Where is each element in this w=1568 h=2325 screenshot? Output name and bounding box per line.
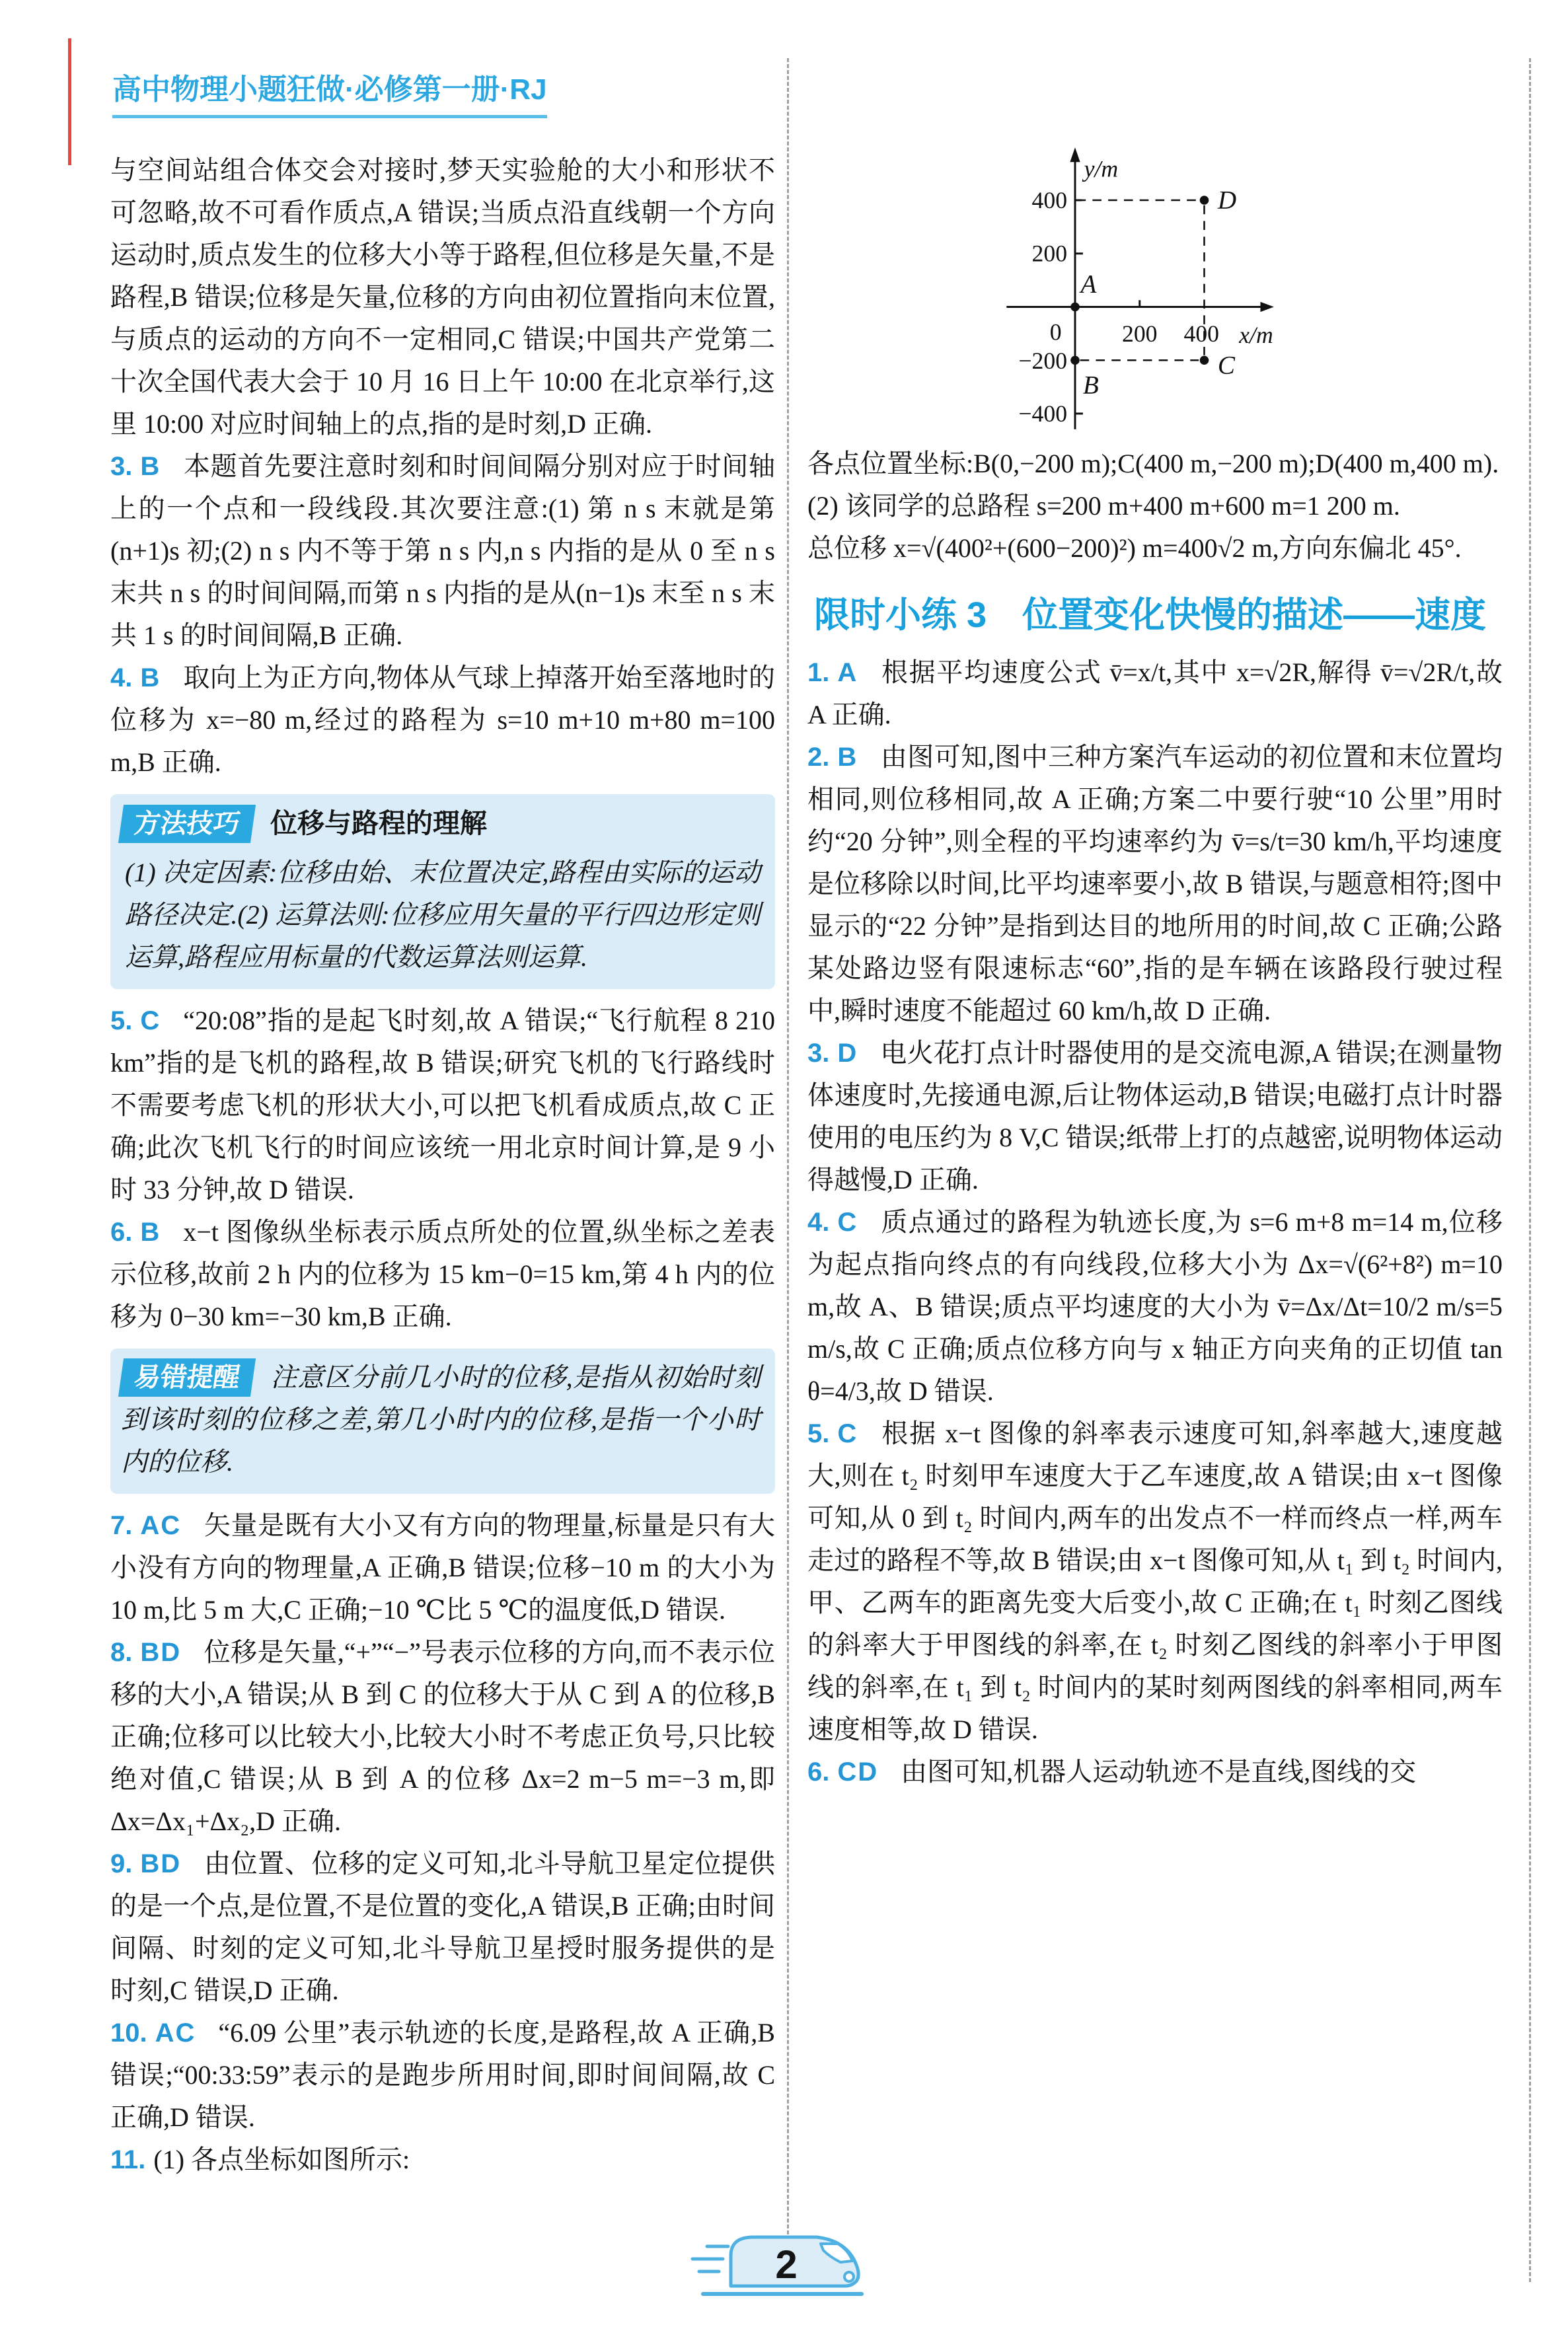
answer-text: “20:08”指的是起飞时刻,故 A 错误;“飞行航程 8 210 km”指的是飞机的路程,故 B 错误;研究飞机的飞行路线时不需要考虑飞机的形状大小,可以把飞机看成质点,故 C 正确;此次飞机飞行的时间应该统一用北京时间计算,是 9 小时 33 分钟,故 D 错误. <box>110 1006 775 1204</box>
page-edge-line <box>1529 58 1531 2282</box>
paragraph: (2) 该同学的总路程 s=200 m+400 m+600 m=1 200 m. <box>807 491 1400 521</box>
xtick-200: 200 <box>1121 320 1158 348</box>
book-header <box>112 74 547 118</box>
answer-text: “6.09 公里”表示轨迹的长度,是路程,故 A 正确,B 错误;“00:33:59”表示的是跑步所用时间,即时间间隔,故 C 正确,D 错误. <box>110 2018 775 2132</box>
paragraph: 各点位置坐标:B(0,−200 m);C(400 m,−200 m);D(400 m,400 m). <box>807 449 1499 478</box>
answer-letter: CD <box>837 1757 879 1787</box>
page-number: 2 <box>775 2242 798 2287</box>
answer-text: 质点通过的路程为轨迹长度,为 s=6 m+8 m=14 m,位移为起点指向终点的有向线段,位移大小为 Δx=√(6²+8²) m=10 m,故 A、B 错误;质点平均速度的大小为 v̄=Δx/Δt=10/2 m/s=5 m/s,故 C 正确;质点位移方向与 x 轴正方向夹角的正切值 tan θ=4/3,故 D 错误. <box>807 1207 1503 1407</box>
answer-text: 根据 x−t 图像的斜率表示速度可知,斜率越大,速度越大,则在 t₂ 时刻甲车速度大于乙车速度,故 A 错误;由 x−t 图像可知,从 0 到 t₂ 时间内,两车的出发点不一样而终点一样,两车走过的路程不等,故 B 错误;由 x−t 图像可知,从 t₁ 到 t₂ 时间内,甲、乙两车的距离先变大后变小,故 C 正确;在 t₁ 时刻乙图线的斜率大于甲图线的斜率,在 t₂ 时刻乙图线的斜率小于甲图线的斜率,在 t₁ 到 t₂ 时间内的某时刻两图线的斜率相同,两车速度相等,故 D 错误. <box>807 1419 1503 1745</box>
question-number: 6. <box>807 1757 830 1787</box>
answer-item <box>110 1843 775 2012</box>
point-label-B: B <box>1082 371 1099 400</box>
question-number: 7. <box>110 1511 133 1540</box>
question-number: 4. <box>110 663 133 692</box>
answer-letter: B <box>837 743 858 772</box>
paragraph: 总位移 x=√(400²+(600−200)²) m=400√2 m,方向东偏北 45°. <box>807 533 1462 563</box>
answer-item <box>807 736 1503 1032</box>
book-title: 高中物理小题狂做·必修第一册·RJ <box>112 74 547 118</box>
x-axis-arrow <box>1261 302 1274 312</box>
point-label-D: D <box>1217 186 1237 215</box>
answer-item <box>807 1201 1503 1413</box>
question-number: 5. <box>110 1006 133 1035</box>
answer-text: 由图可知,图中三种方案汽车运动的初位置和末位置均相同,则位移相同,故 A 正确;方案二中要行驶“10 公里”用时约“20 分钟”,则全程的平均速率约为 v̄=s/t=30 km/h,平均速度是位移除以时间,比平均速率要小,故 B 错误,与题意相符;图中显示的“22 分钟”是指到达目的地所用的时间,故 C 正确;公路某处路边竖有限速标志“60”,指的是车辆在该路段行驶过程中,瞬时速度不能超过 60 km/h,故 D 正确. <box>807 742 1503 1026</box>
tip-body: 注意区分前几小时的位移,是指从初始时刻到该时刻的位移之差,第几小时内的位移,是指一个小时内的位移. <box>121 1362 761 1477</box>
left-column <box>110 149 775 2181</box>
question-number: 6. <box>110 1218 133 1247</box>
tip-badge: 易错提醒 <box>118 1358 256 1397</box>
section-heading: 限时小练 3 位置变化快慢的描述——速度 <box>814 595 1487 635</box>
answer-item <box>110 2012 775 2139</box>
ytick-400: 400 <box>1031 186 1068 213</box>
question-number: 2. <box>807 743 830 772</box>
answer-text: 取向上为正方向,物体从气球上掉落开始至落地时的位移为 x=−80 m,经过的路程为 s=10 m+10 m+80 m=100 m,B 正确. <box>110 663 775 777</box>
answer-text: 矢量是既有大小又有方向的物理量,标量是只有大小没有方向的物理量,A 正确,B 错误;位移−10 m 的大小为 10 m,比 5 m 大,C 正确;−10 ℃比 5 ℃的温度低,D 错误. <box>110 1510 775 1625</box>
coordinate-figure-svg <box>907 65 1356 436</box>
question-number: 8. <box>110 1638 133 1667</box>
answer-letter: AC <box>140 1511 182 1540</box>
answer-letter: A <box>837 658 858 688</box>
question-number: 1. <box>807 658 830 688</box>
answer-item <box>110 1000 775 1211</box>
answer-text: 根据平均速度公式 v̄=x/t,其中 x=√2R,解得 v̄=√2R/t,故 A 正确. <box>807 657 1503 730</box>
answer-item <box>807 1032 1503 1201</box>
tip-box-heading <box>121 802 761 845</box>
tip-body: (1) 决定因素:位移由始、末位置决定,路程由实际的运动路径决定.(2) 运算法则:位移应用矢量的平行四边形定则运算,路程应用标量的代数运算法则运算. <box>125 858 761 972</box>
paragraph: 与空间站组合体交会对接时,梦天实验舱的大小和形状不可忽略,故不可看作质点,A 错误;当质点沿直线朝一个方向运动时,质点发生的位移大小等于路程,但位移是矢量,不是路程,B 错误;位移是矢量,位移的方向由初位置指向末位置,与质点的运动的方向不一定相同,C 错误;中国共产党第二十次全国代表大会于 10 月 16 日上午 10:00 在北京举行,这里 10:00 对应时间轴上的点,指的是时刻,D 正确. <box>110 155 775 439</box>
xtick-400: 400 <box>1183 320 1220 348</box>
page-footer <box>687 2221 885 2303</box>
right-column <box>807 63 1503 1793</box>
answer-item <box>110 657 775 784</box>
answer-letter: AC <box>155 2018 196 2048</box>
origin-label: 0 <box>1049 318 1062 346</box>
train-light <box>844 2272 854 2281</box>
answer-item <box>110 445 775 657</box>
ytick-200: 200 <box>1031 240 1068 267</box>
answer-letter: B <box>140 1218 161 1247</box>
question-number: 3. <box>110 452 133 481</box>
crop-mark <box>68 38 71 165</box>
tip-box-heading <box>121 1356 761 1483</box>
ytick-m400: −400 <box>1018 400 1068 427</box>
tip-box <box>110 1348 775 1494</box>
point-label-A: A <box>1080 270 1097 299</box>
answer-letter: C <box>837 1419 858 1449</box>
answer-text: (1) 各点坐标如图所示: <box>153 2145 410 2174</box>
x-axis-label: x/m <box>1239 321 1273 348</box>
question-number: 5. <box>807 1419 830 1449</box>
question-number: 4. <box>807 1208 830 1237</box>
train-icon <box>687 2221 885 2299</box>
answer-item <box>807 1751 1503 1793</box>
answer-item <box>807 651 1503 736</box>
answer-text: 电火花打点计时器使用的是交流电源,A 错误;在测量物体速度时,先接通电源,后让物体运动,B 错误;电磁打点计时器使用的电压约为 8 V,C 错误;纸带上打的点越密,说明物体运动得越慢,D 正确. <box>807 1038 1503 1195</box>
y-axis-arrow <box>1070 147 1080 162</box>
answer-letter: C <box>140 1006 161 1035</box>
answer-item <box>807 1413 1503 1751</box>
answer-item <box>110 1631 775 1843</box>
answer-text: 由图可知,机器人运动轨迹不是直线,图线的交 <box>901 1757 1417 1787</box>
y-axis-label: y/m <box>1084 155 1119 182</box>
question-number: 11. <box>110 2145 146 2174</box>
answer-letter: B <box>140 452 161 481</box>
point-label-C: C <box>1217 351 1235 380</box>
answer-letter: B <box>140 663 161 692</box>
tip-box <box>110 794 775 989</box>
question-number: 9. <box>110 1849 133 1878</box>
tip-badge: 方法技巧 <box>118 805 256 843</box>
answer-text: x−t 图像纵坐标表示质点所处的位置,纵坐标之差表示位移,故前 2 h 内的位移为 15 km−0=15 km,第 4 h 内的位移为 0−30 km=−30 km,B 正确. <box>110 1217 775 1331</box>
column-divider-line <box>787 58 789 2282</box>
answer-item <box>110 1211 775 1338</box>
tip-title: 位移与路程的理解 <box>270 808 487 838</box>
ytick-m200: −200 <box>1018 348 1068 374</box>
answer-letter: C <box>837 1208 858 1237</box>
answer-letter: BD <box>140 1638 182 1667</box>
answer-text: 由位置、位移的定义可知,北斗导航卫星定位提供的是一个点,是位置,不是位置的变化,A 错误,B 正确;由时间间隔、时刻的定义可知,北斗导航卫星授时服务提供的是时刻,C 错误,D 正确. <box>110 1849 775 2005</box>
answer-text: 本题首先要注意时刻和时间间隔分别对应于时间轴上的一个点和一段线段.其次要注意:(1) 第 n s 末就是第(n+1)s 初;(2) n s 内不等于第 n s 内,n s 内指的是从 0 至 n s 末共 n s 的时间间隔,而第 n s 内指的是从(n−1)s 末至 n s 末共 1 s 的时间间隔,B 正确. <box>110 451 775 650</box>
answer-letter: D <box>837 1039 858 1068</box>
question-number: 10. <box>110 2018 147 2048</box>
right-column-text <box>807 443 1503 1793</box>
answer-item <box>110 2139 775 2181</box>
coordinate-figure <box>907 65 1503 436</box>
answer-letter: BD <box>140 1849 182 1878</box>
question-number: 3. <box>807 1039 830 1068</box>
answer-text: 位移是矢量,“+”“−”号表示位移的方向,而不表示位移的大小,A 错误;从 B 到 C 的位移大于从 C 到 A 的位移,B 正确;位移可以比较大小,比较大小时不考虑正负号,只比较绝对值,C 错误;从 B 到 A 的位移 Δx=2 m−5 m=−3 m,即 Δx=Δx₁+Δx₂,D 正确. <box>110 1637 775 1836</box>
answer-item <box>110 1504 775 1631</box>
